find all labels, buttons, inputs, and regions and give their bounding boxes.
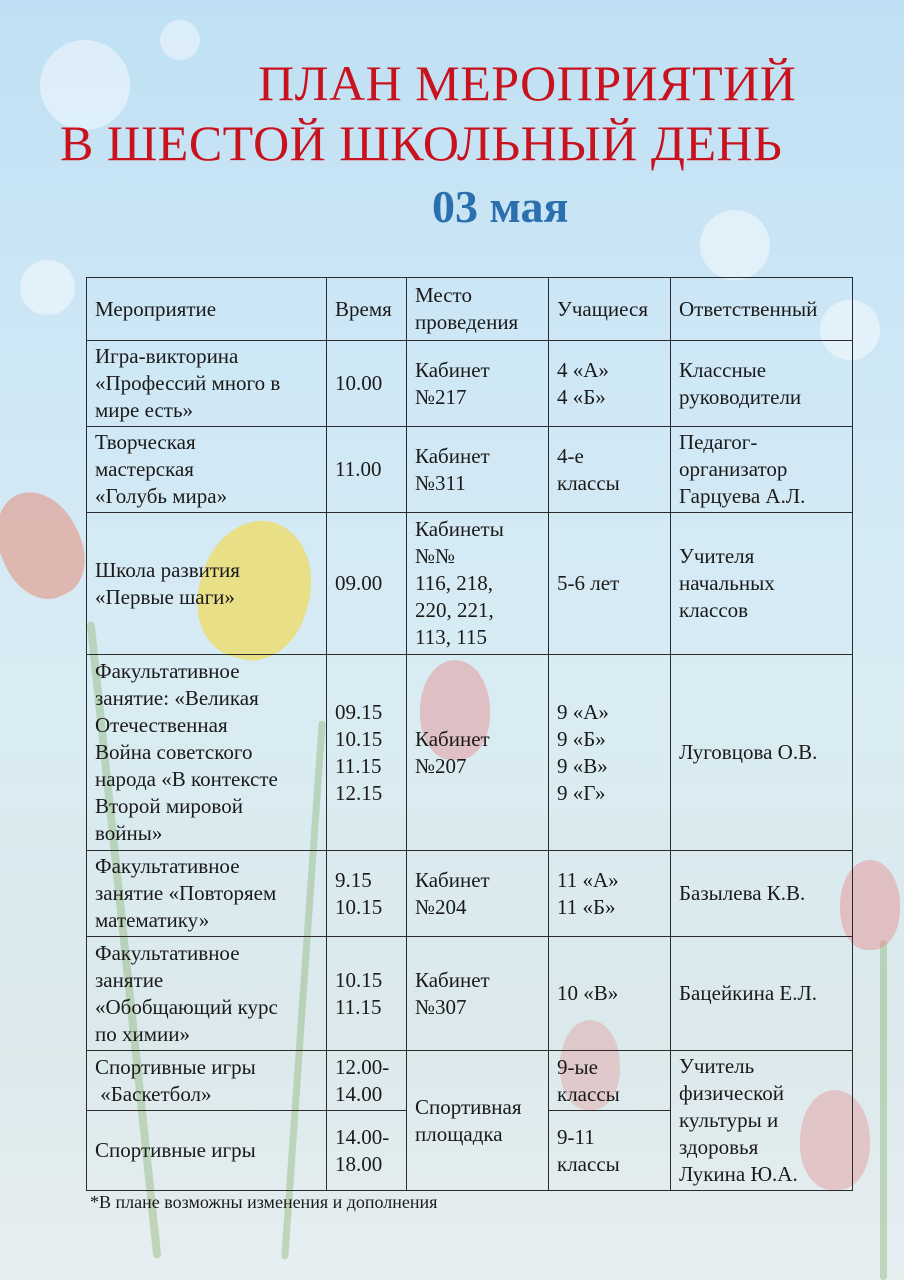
cell-students: 11 «А» 11 «Б» — [549, 851, 671, 937]
cell-time: 9.15 10.15 — [327, 851, 407, 937]
cell-responsible: Классные руководители — [671, 341, 853, 427]
cell-event: Спортивные игры — [87, 1111, 327, 1191]
cell-responsible: Учителя начальных классов — [671, 513, 853, 655]
cell-place: Кабинет №307 — [407, 937, 549, 1051]
cell-time: 12.00- 14.00 — [327, 1051, 407, 1111]
cell-event: Факультативное занятие «Повторяем математику» — [87, 851, 327, 937]
cell-time: 09.15 10.15 11.15 12.15 — [327, 655, 407, 851]
cell-responsible: Бацейкина Е.Л. — [671, 937, 853, 1051]
events-table — [86, 277, 853, 1191]
cell-place: Кабинет №204 — [407, 851, 549, 937]
cell-place: Кабинеты №№ 116, 218, 220, 221, 113, 115 — [407, 513, 549, 655]
header-time: Время — [327, 278, 407, 341]
cell-event: Игра-викторина «Профессий много в мире есть» — [87, 341, 327, 427]
cell-event: Творческая мастерская «Голубь мира» — [87, 427, 327, 513]
table-row — [87, 851, 853, 937]
cell-responsible: Базылева К.В. — [671, 851, 853, 937]
header-students: Учащиеся — [549, 278, 671, 341]
event-date: 03 мая — [432, 181, 569, 232]
title-line-1: ПЛАН МЕРОПРИЯТИЙ — [258, 55, 797, 111]
cell-place: Кабинет №311 — [407, 427, 549, 513]
cell-responsible: Учитель физической культуры и здоровья Лукина Ю.А. — [671, 1051, 853, 1191]
table-row — [87, 513, 853, 655]
cell-students: 5-6 лет — [549, 513, 671, 655]
cell-place: Спортивная площадка — [407, 1051, 549, 1191]
table-row — [87, 655, 853, 851]
cell-students: 4-е классы — [549, 427, 671, 513]
cell-responsible: Педагог- организатор Гарцуева А.Л. — [671, 427, 853, 513]
table-row — [87, 937, 853, 1051]
table-row — [87, 341, 853, 427]
cell-students: 9 «А» 9 «Б» 9 «В» 9 «Г» — [549, 655, 671, 851]
cell-event: Спортивные игры «Баскетбол» — [87, 1051, 327, 1111]
cell-time: 10.00 — [327, 341, 407, 427]
cell-place: Кабинет №217 — [407, 341, 549, 427]
cell-event: Школа развития «Первые шаги» — [87, 513, 327, 655]
cell-time: 11.00 — [327, 427, 407, 513]
header-responsible: Ответственный — [671, 278, 853, 341]
cell-time: 14.00- 18.00 — [327, 1111, 407, 1191]
cell-time: 09.00 — [327, 513, 407, 655]
header-event: Мероприятие — [87, 278, 327, 341]
cell-students: 9-ые классы — [549, 1051, 671, 1111]
table-header-row — [87, 278, 853, 341]
cell-event: Факультативное занятие: «Великая Отечественная Война советского народа «В контексте Второй мировой войны» — [87, 655, 327, 851]
cell-place: Кабинет №207 — [407, 655, 549, 851]
header-place: Место проведения — [407, 278, 549, 341]
title-line-2: В ШЕСТОЙ ШКОЛЬНЫЙ ДЕНЬ — [60, 115, 783, 171]
table-row — [87, 1051, 853, 1111]
cell-time: 10.15 11.15 — [327, 937, 407, 1051]
footnote: *В плане возможны изменения и дополнения — [90, 1192, 438, 1212]
cell-students: 10 «В» — [549, 937, 671, 1051]
table-row — [87, 427, 853, 513]
cell-event: Факультативное занятие «Обобщающий курс по химии» — [87, 937, 327, 1051]
cell-students: 9-11 классы — [549, 1111, 671, 1191]
cell-responsible: Луговцова О.В. — [671, 655, 853, 851]
cell-students: 4 «А» 4 «Б» — [549, 341, 671, 427]
